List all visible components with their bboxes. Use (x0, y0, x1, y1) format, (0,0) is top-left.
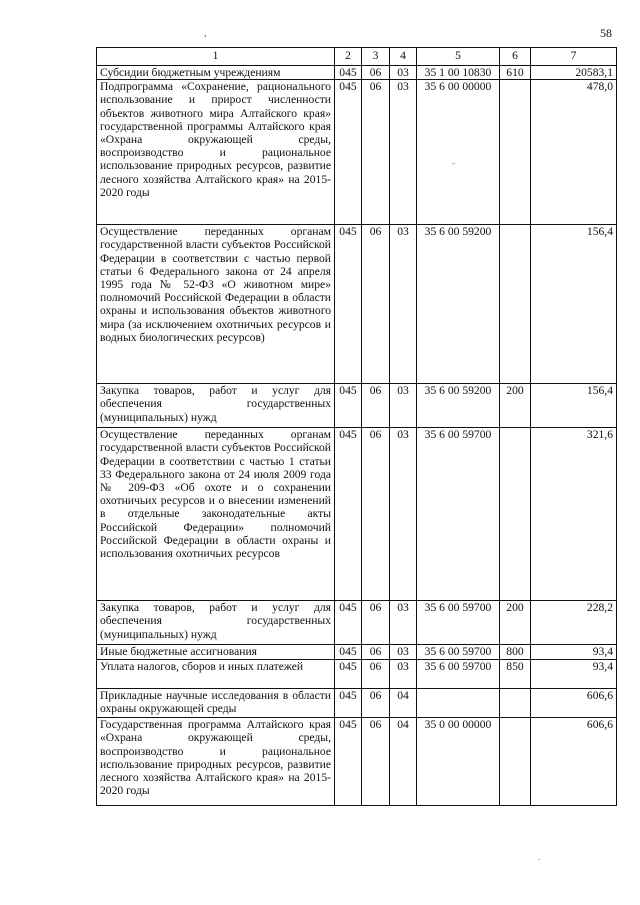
target-article-code: 35 6 00 59700 (417, 645, 500, 660)
table-header-row (97, 48, 617, 66)
table-row (97, 428, 617, 601)
amount: 20583,1 (531, 66, 617, 80)
section-code: 06 (362, 225, 390, 384)
expense-type-code (500, 225, 531, 384)
amount: 606,6 (531, 718, 617, 806)
amount: 321,6 (531, 428, 617, 601)
ministry-code: 045 (335, 384, 362, 428)
expense-type-code: 800 (500, 645, 531, 660)
item-name: Закупка товаров, работ и услуг для обеспечения государственных (муниципальных) нужд (97, 601, 335, 645)
expense-type-code: 610 (500, 66, 531, 80)
subsection-code: 04 (390, 718, 417, 806)
amount: 93,4 (531, 660, 617, 689)
column-header: 1 (97, 48, 335, 66)
amount: 156,4 (531, 384, 617, 428)
target-article-code: 35 6 00 59200 (417, 384, 500, 428)
budget-table (96, 47, 617, 806)
column-header: 4 (390, 48, 417, 66)
target-article-code (417, 689, 500, 718)
item-name: Государственная программа Алтайского края «Охрана окружающей среды, воспроизводство и рациональное использование природных ресурсов, развитие лесного хозяйства Алтайского края» на 2015-2020 годы (97, 718, 335, 806)
section-code: 06 (362, 689, 390, 718)
amount: 93,4 (531, 645, 617, 660)
subsection-code: 03 (390, 225, 417, 384)
page-number: 58 (600, 26, 612, 40)
target-article-code: 35 6 00 59200 (417, 225, 500, 384)
amount: 228,2 (531, 601, 617, 645)
expense-type-code: 200 (500, 384, 531, 428)
table-row (97, 80, 617, 225)
subsection-code: 03 (390, 660, 417, 689)
item-name: Закупка товаров, работ и услуг для обеспечения государственных (муниципальных) нужд (97, 384, 335, 428)
item-name: Иные бюджетные ассигнования (97, 645, 335, 660)
subsection-code: 03 (390, 428, 417, 601)
table-row (97, 66, 617, 80)
item-name: Осуществление переданных органам государственной власти субъектов Российской Федерации в соответствии с частью первой статьи 6 Федерального закона от 24 апреля 1995 года № 52-ФЗ «О животном мире» полномочий Российской Федерации в области охраны и использования объектов животного мира (за исключением охотничьих ресурсов и водных биологических ресурсов) (97, 225, 335, 384)
ministry-code: 045 (335, 428, 362, 601)
subsection-code: 03 (390, 384, 417, 428)
target-article-code: 35 0 00 00000 (417, 718, 500, 806)
target-article-code: 35 6 00 59700 (417, 660, 500, 689)
scan-mark: - (452, 158, 455, 168)
item-name: Уплата налогов, сборов и иных платежей (97, 660, 335, 689)
table-row (97, 601, 617, 645)
section-code: 06 (362, 428, 390, 601)
ministry-code: 045 (335, 718, 362, 806)
expense-type-code (500, 428, 531, 601)
amount: 478,0 (531, 80, 617, 225)
subsection-code: 03 (390, 645, 417, 660)
section-code: 06 (362, 645, 390, 660)
ministry-code: 045 (335, 689, 362, 718)
target-article-code: 35 1 00 10830 (417, 66, 500, 80)
target-article-code: 35 6 00 00000 (417, 80, 500, 225)
section-code: 06 (362, 384, 390, 428)
ministry-code: 045 (335, 80, 362, 225)
scan-mark: , (204, 28, 207, 39)
target-article-code: 35 6 00 59700 (417, 601, 500, 645)
expense-type-code (500, 689, 531, 718)
expense-type-code (500, 718, 531, 806)
amount: 606,6 (531, 689, 617, 718)
column-header: 5 (417, 48, 500, 66)
section-code: 06 (362, 718, 390, 806)
table-row (97, 718, 617, 806)
ministry-code: 045 (335, 645, 362, 660)
ministry-code: 045 (335, 601, 362, 645)
table-row (97, 225, 617, 384)
table-row (97, 660, 617, 689)
section-code: 06 (362, 660, 390, 689)
item-name: Субсидии бюджетным учреждениям (97, 66, 335, 80)
section-code: 06 (362, 66, 390, 80)
scan-mark: . (538, 852, 541, 862)
column-header: 2 (335, 48, 362, 66)
item-name: Прикладные научные исследования в области охраны окружающей среды (97, 689, 335, 718)
expense-type-code: 200 (500, 601, 531, 645)
column-header: 7 (531, 48, 617, 66)
item-name: Осуществление переданных органам государственной власти субъектов Российской Федерации в соответствии с частью 1 статьи 33 Федерального закона от 24 июля 2009 года № 209-ФЗ «Об охоте и о сохранении охотничьих ресурсов и о внесении изменений в отдельные законодательные акты Российской Федерации» полномочий Российской Федерации в области охраны и использования охотничьих ресурсов (97, 428, 335, 601)
subsection-code: 04 (390, 689, 417, 718)
subsection-code: 03 (390, 66, 417, 80)
ministry-code: 045 (335, 660, 362, 689)
amount: 156,4 (531, 225, 617, 384)
column-header: 3 (362, 48, 390, 66)
ministry-code: 045 (335, 66, 362, 80)
column-header: 6 (500, 48, 531, 66)
table-row (97, 645, 617, 660)
expense-type-code: 850 (500, 660, 531, 689)
ministry-code: 045 (335, 225, 362, 384)
expense-type-code (500, 80, 531, 225)
section-code: 06 (362, 80, 390, 225)
section-code: 06 (362, 601, 390, 645)
item-name: Подпрограмма «Сохранение, рационального использование и прирост численности объектов животного мира Алтайского края» государственной программы Алтайского края «Охрана окружающей среды, воспроизводство и рациональное использование природных ресурсов, развитие лесного хозяйства Алтайского края» на 2015-2020 годы (97, 80, 335, 225)
target-article-code: 35 6 00 59700 (417, 428, 500, 601)
table-row (97, 384, 617, 428)
subsection-code: 03 (390, 601, 417, 645)
subsection-code: 03 (390, 80, 417, 225)
table-row (97, 689, 617, 718)
